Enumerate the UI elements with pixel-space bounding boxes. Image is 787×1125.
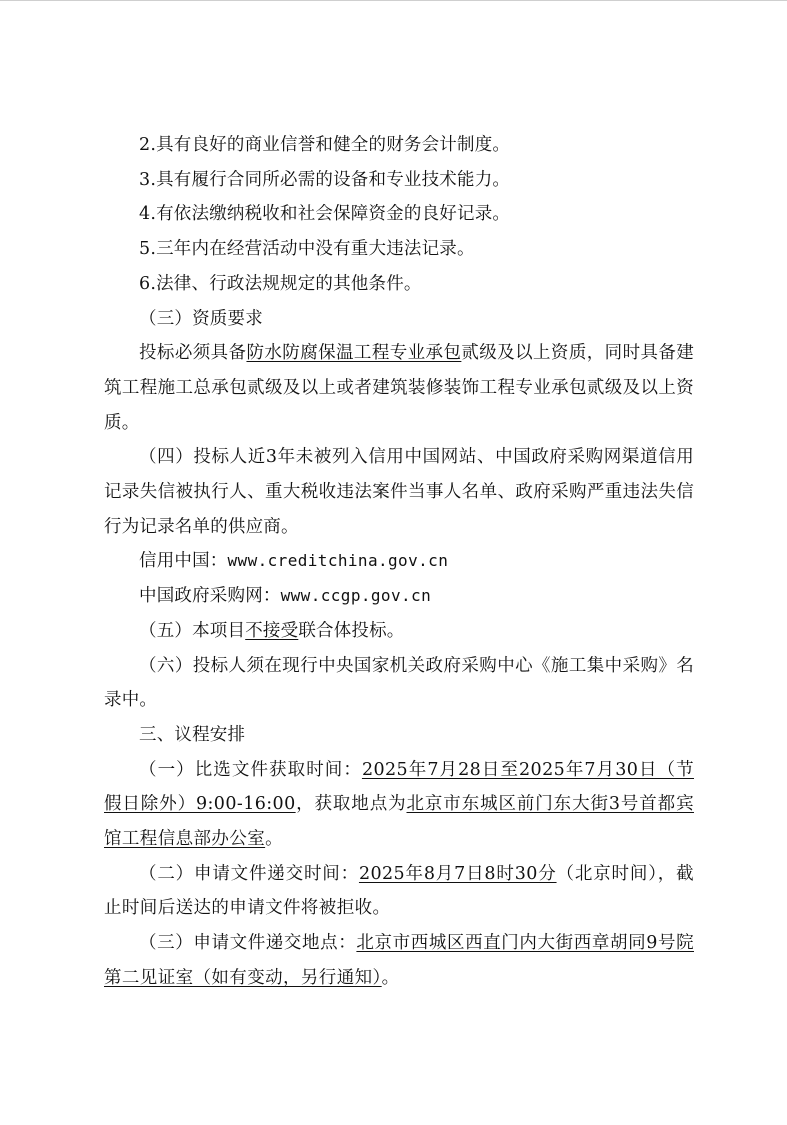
ccgp-label: 中国政府采购网：	[139, 586, 281, 607]
consortium-status: 不接受	[245, 620, 299, 641]
ccgp-link[interactable]: www.ccgp.gov.cn	[280, 586, 432, 606]
schedule-item-3-place: 北京市西城区西直门内大街西章胡同9号院第二见证室（如有变动，另行通知）	[104, 933, 694, 988]
qualification-paragraph	[104, 336, 694, 440]
qualification-specialty: 防水防腐保温工程专业承包	[246, 343, 462, 364]
schedule-item-1-pre: （一）比选文件获取时间：	[139, 759, 362, 780]
document-page	[104, 128, 694, 996]
schedule-item-1-place: 北京市东城区前门东大街3号首都宾馆工程信息部办公室	[104, 794, 694, 850]
qualification-heading: （三）资质要求	[139, 308, 263, 329]
schedule-item-1-end: 。	[265, 829, 284, 850]
qualification-post: 贰级及以上资质，同时具备建筑工程施工总承包贰级及以上或者建筑装修装饰工程专业承包贰级及以上资质。	[104, 343, 695, 433]
creditchina-link[interactable]: www.creditchina.gov.cn	[227, 551, 449, 571]
schedule-item-1	[104, 753, 694, 857]
condition-item-6: 6.法律、行政法规规定的其他条件。	[139, 273, 422, 294]
top-border	[0, 0, 787, 1]
condition-item-2: 2.具有良好的商业信誉和健全的财务会计制度。	[139, 135, 511, 155]
consortium-post: 联合体投标。	[298, 620, 405, 641]
ccgp-line	[104, 579, 694, 614]
qualification-pre: 投标必须具备	[139, 343, 247, 364]
creditchina-label: 信用中国：	[139, 551, 228, 572]
schedule-heading: 三、议程安排	[139, 724, 246, 745]
creditchina-line	[104, 544, 694, 579]
schedule-item-3	[104, 926, 694, 995]
schedule-item-2-time: 2025年8月7日8时30分	[358, 863, 557, 884]
schedule-item-2-pre: （二）申请文件递交时间：	[139, 863, 359, 884]
consortium-pre: （五）本项目	[139, 620, 246, 641]
schedule-item-1-mid: ，获取地点为	[295, 794, 407, 815]
schedule-item-3-end: 。	[381, 967, 400, 988]
schedule-item-1-time: 2025年7月28日至2025年7月30日（节假日除外）9:00-16:00	[104, 759, 694, 815]
credit-requirement-paragraph: （四）投标人近3年未被列入信用中国网站、中国政府采购网渠道信用记录失信被执行人、重大税收违法案件当事人名单、政府采购严重违法失信行为记录名单的供应商。	[104, 447, 694, 537]
consortium-paragraph	[104, 614, 694, 649]
schedule-item-3-pre: （三）申请文件递交地点：	[139, 933, 357, 954]
condition-item-3: 3.具有履行合同所必需的设备和专业技术能力。	[139, 169, 511, 190]
condition-item-4: 4.有依法缴纳税收和社会保障资金的良好记录。	[139, 204, 511, 225]
directory-paragraph: （六）投标人须在现行中央国家机关政府采购中心《施工集中采购》名录中。	[104, 655, 694, 711]
condition-item-5: 5.三年内在经营活动中没有重大违法记录。	[139, 239, 475, 260]
schedule-item-2-post: （北京时间），截止时间后送达的申请文件将被拒收。	[104, 863, 694, 919]
schedule-item-2	[104, 857, 694, 926]
